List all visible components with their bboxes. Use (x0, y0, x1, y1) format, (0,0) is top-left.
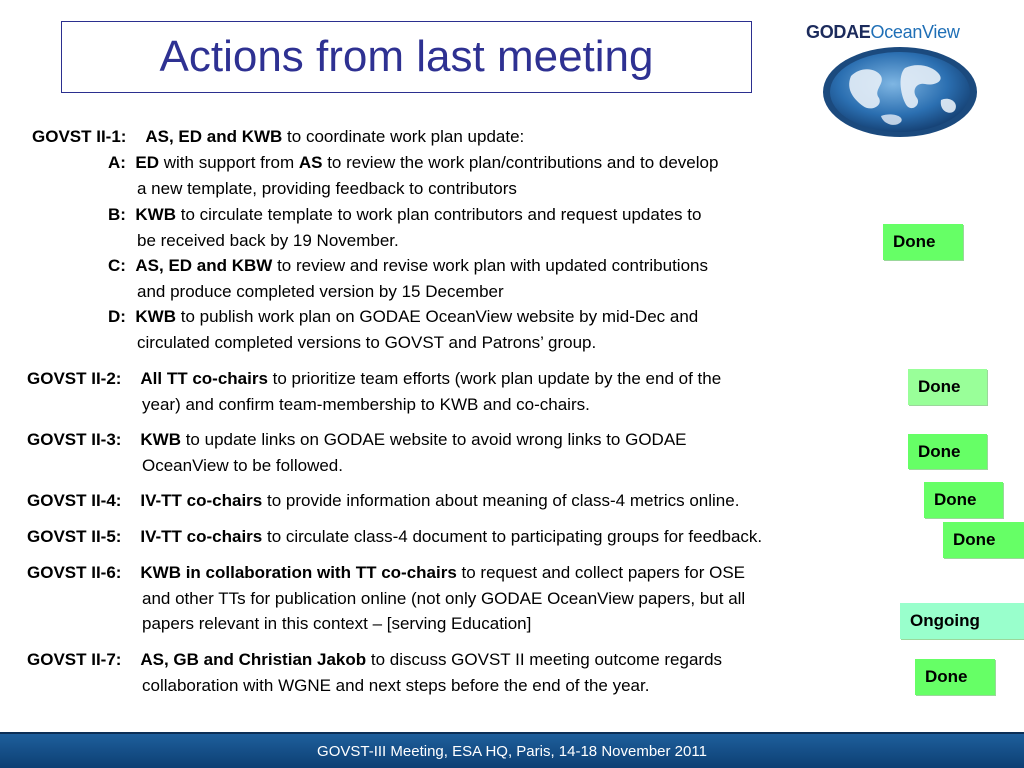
action-6-cont-1: and other TTs for publication online (not only GODAE OceanView papers, but all (142, 589, 746, 608)
action-1-line (32, 127, 524, 147)
action-1c-text: to review and revise work plan with updated contributions (272, 256, 708, 275)
action-2-text: to prioritize team efforts (work plan update by the end of the (267, 369, 722, 388)
action-1a-who2: AS (298, 153, 323, 172)
action-1a-label: A: (108, 153, 126, 172)
action-1-id: GOVST II-1: (32, 127, 127, 146)
action-3-cont: OceanView to be followed. (142, 456, 343, 475)
action-2-line (27, 369, 721, 389)
action-1c-cont: and produce completed version by 15 December (137, 282, 504, 301)
action-5-id: GOVST II-5: (27, 527, 122, 546)
action-1a-mid: with support from (159, 153, 299, 172)
action-1d-cont: circulated completed versions to GOVST and Patrons’ group. (137, 333, 597, 352)
action-1c-label: C: (108, 256, 126, 275)
logo-word-part2: OceanView (870, 22, 960, 42)
status-badge-6: Ongoing (900, 603, 1024, 639)
action-3-id: GOVST II-3: (27, 430, 122, 449)
action-6-cont-2: papers relevant in this context – [serving Education] (142, 614, 532, 633)
action-1b-who: KWB (135, 205, 177, 224)
action-1a-line (108, 153, 718, 173)
action-1-text: to coordinate work plan update: (282, 127, 525, 146)
action-7-text: to discuss GOVST II meeting outcome regards (366, 650, 723, 669)
action-1c-who: AS, ED and KBW (135, 256, 273, 275)
action-7-id: GOVST II-7: (27, 650, 122, 669)
status-badge-5: Done (943, 522, 1024, 558)
action-5-who: IV-TT co-chairs (140, 527, 263, 546)
action-3-line (27, 430, 687, 450)
action-7-who: AS, GB and Christian Jakob (140, 650, 367, 669)
action-1d-who: KWB (135, 307, 177, 326)
action-1b-text: to circulate template to work plan contributors and request updates to (176, 205, 702, 224)
status-badge-1: Done (883, 224, 963, 260)
action-2-cont: year) and confirm team-membership to KWB and co-chairs. (142, 395, 590, 414)
action-1b-cont: be received back by 19 November. (137, 231, 399, 250)
action-1a-cont: a new template, providing feedback to contributors (137, 179, 517, 198)
action-5-line (27, 527, 762, 547)
action-4-id: GOVST II-4: (27, 491, 122, 510)
status-badge-3: Done (908, 434, 987, 469)
action-6-line (27, 563, 745, 583)
logo-word-part1: GODAE (806, 22, 871, 42)
action-1-who: AS, ED and KWB (145, 127, 283, 146)
action-6-text: to request and collect papers for OSE (456, 563, 745, 582)
action-6-who: KWB in collaboration with TT co-chairs (140, 563, 457, 582)
status-badge-2: Done (908, 369, 987, 405)
action-1d-line (108, 307, 698, 327)
action-4-line (27, 491, 739, 511)
action-4-text: to provide information about meaning of class-4 metrics online. (262, 491, 740, 510)
action-4-who: IV-TT co-chairs (140, 491, 263, 510)
slide-title: Actions from last meeting (159, 32, 654, 81)
action-1a-text: to review the work plan/contributions and to develop (322, 153, 719, 172)
status-badge-4: Done (924, 482, 1003, 518)
footer-bar (0, 732, 1024, 768)
action-1b-line (108, 205, 701, 225)
action-1d-label: D: (108, 307, 126, 326)
action-2-who: All TT co-chairs (140, 369, 268, 388)
action-1c-line (108, 256, 708, 276)
action-2-id: GOVST II-2: (27, 369, 122, 388)
action-7-line (27, 650, 722, 670)
action-5-text: to circulate class-4 document to participating groups for feedback. (262, 527, 763, 546)
action-3-who: KWB (140, 430, 181, 449)
status-badge-7: Done (915, 659, 995, 695)
action-1a-who1: ED (135, 153, 160, 172)
footer-text: GOVST-III Meeting, ESA HQ, Paris, 14-18 November 2011 (317, 742, 707, 760)
action-3-text: to update links on GODAE website to avoid wrong links to GODAE (180, 430, 687, 449)
action-6-id: GOVST II-6: (27, 563, 122, 582)
action-1b-label: B: (108, 205, 126, 224)
action-7-cont: collaboration with WGNE and next steps before the end of the year. (142, 676, 650, 695)
action-1d-text: to publish work plan on GODAE OceanView website by mid-Dec and (176, 307, 699, 326)
